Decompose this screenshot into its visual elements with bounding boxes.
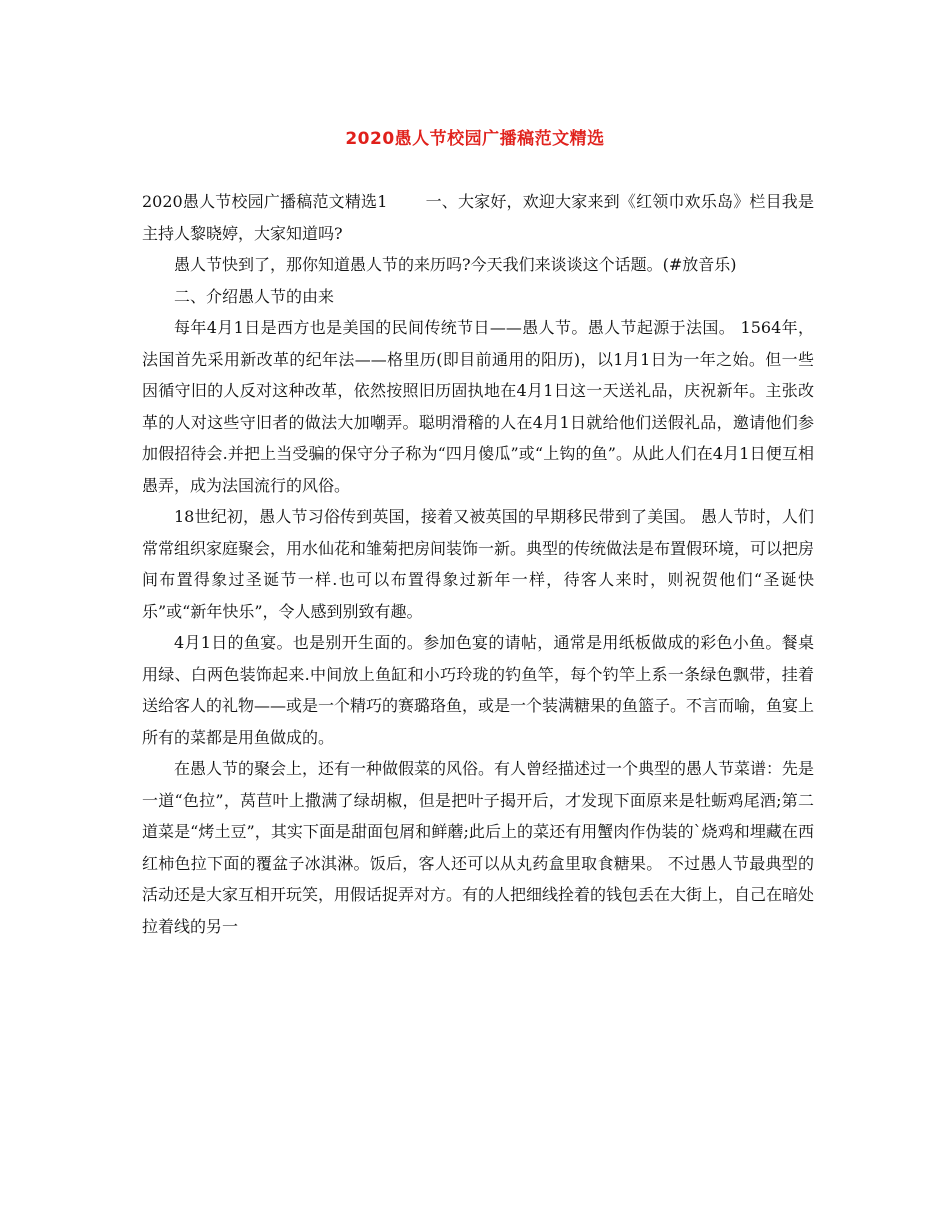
document-title: 2020愚人节校园广播稿范文精选 — [345, 129, 605, 149]
paragraph-lead: 2020愚人节校园广播稿范文精选1 — [142, 192, 388, 211]
paragraph: 18世纪初，愚人节习俗传到英国，接着又被英国的早期移民带到了美国。 愚人节时，人们常常组织家庭聚会，用水仙花和雏菊把房间装饰一新。典型的传统做法是布置假环境，可以把房间布置得象过圣诞节一样.也可以布置得象过新年一样，待客人来时，则祝贺他们“圣诞快乐”或“新年快乐”，令人感到别致有趣。 — [142, 507, 815, 621]
paragraph: 愚人节快到了，那你知道愚人节的来历吗?今天我们来谈谈这个话题。(#放音乐) — [174, 255, 737, 274]
paragraph: 在愚人节的聚会上，还有一种做假菜的风俗。有人曾经描述过一个典型的愚人节菜谱：先是一道“色拉”，莴苣叶上撒满了绿胡椒，但是把叶子揭开后，才发现下面原来是牡蛎鸡尾酒;第二道菜是“烤土豆”，其实下面是甜面包屑和鲜蘑;此后上的菜还有用蟹肉作伪装的`烧鸡和埋藏在西红柿色拉下面的覆盆子冰淇淋。饭后，客人还可以从丸药盒里取食糖果。 不过愚人节最典型的活动还是大家互相开玩笑，用假话捉弄对方。有的人把细线拴着的钱包丢在大街上，自己在暗处拉着线的另一 — [142, 759, 815, 936]
paragraph-intro — [142, 186, 814, 249]
paragraph: 每年4月1日是西方也是美国的民间传统节日——愚人节。愚人节起源于法国。 1564年，法国首先采用新改革的纪年法——格里历(即目前通用的阳历)，以1月1日为一年之始。但一些因循守旧的人反对这种改革，依然按照旧历固执地在4月1日这一天送礼品，庆祝新年。主张改革的人对这些守旧者的做法大加嘲弄。聪明滑稽的人在4月1日就给他们送假礼品，邀请他们参加假招待会.并把上当受骗的保守分子称为“四月傻瓜”或“上钩的鱼”。从此人们在4月1日便互相愚弄，成为法国流行的风俗。 — [142, 318, 814, 495]
paragraph-text: 一、大家好，欢迎大家来到《红领巾欢乐岛》栏目我是主持人黎晓婷，大家知道吗? — [142, 192, 814, 243]
paragraph: 4月1日的鱼宴。也是别开生面的。参加色宴的请帖，通常是用纸板做成的彩色小鱼。餐桌用绿、白两色装饰起来.中间放上鱼缸和小巧玲珑的钓鱼竿，每个钓竿上系一条绿色飘带，挂着送给客人的礼物——或是一个精巧的赛璐珞鱼，或是一个装满糖果的鱼篮子。不言而喻，鱼宴上所有的菜都是用鱼做成的。 — [142, 633, 815, 747]
section-heading: 二、介绍愚人节的由来 — [174, 286, 335, 306]
document-body — [142, 186, 814, 942]
